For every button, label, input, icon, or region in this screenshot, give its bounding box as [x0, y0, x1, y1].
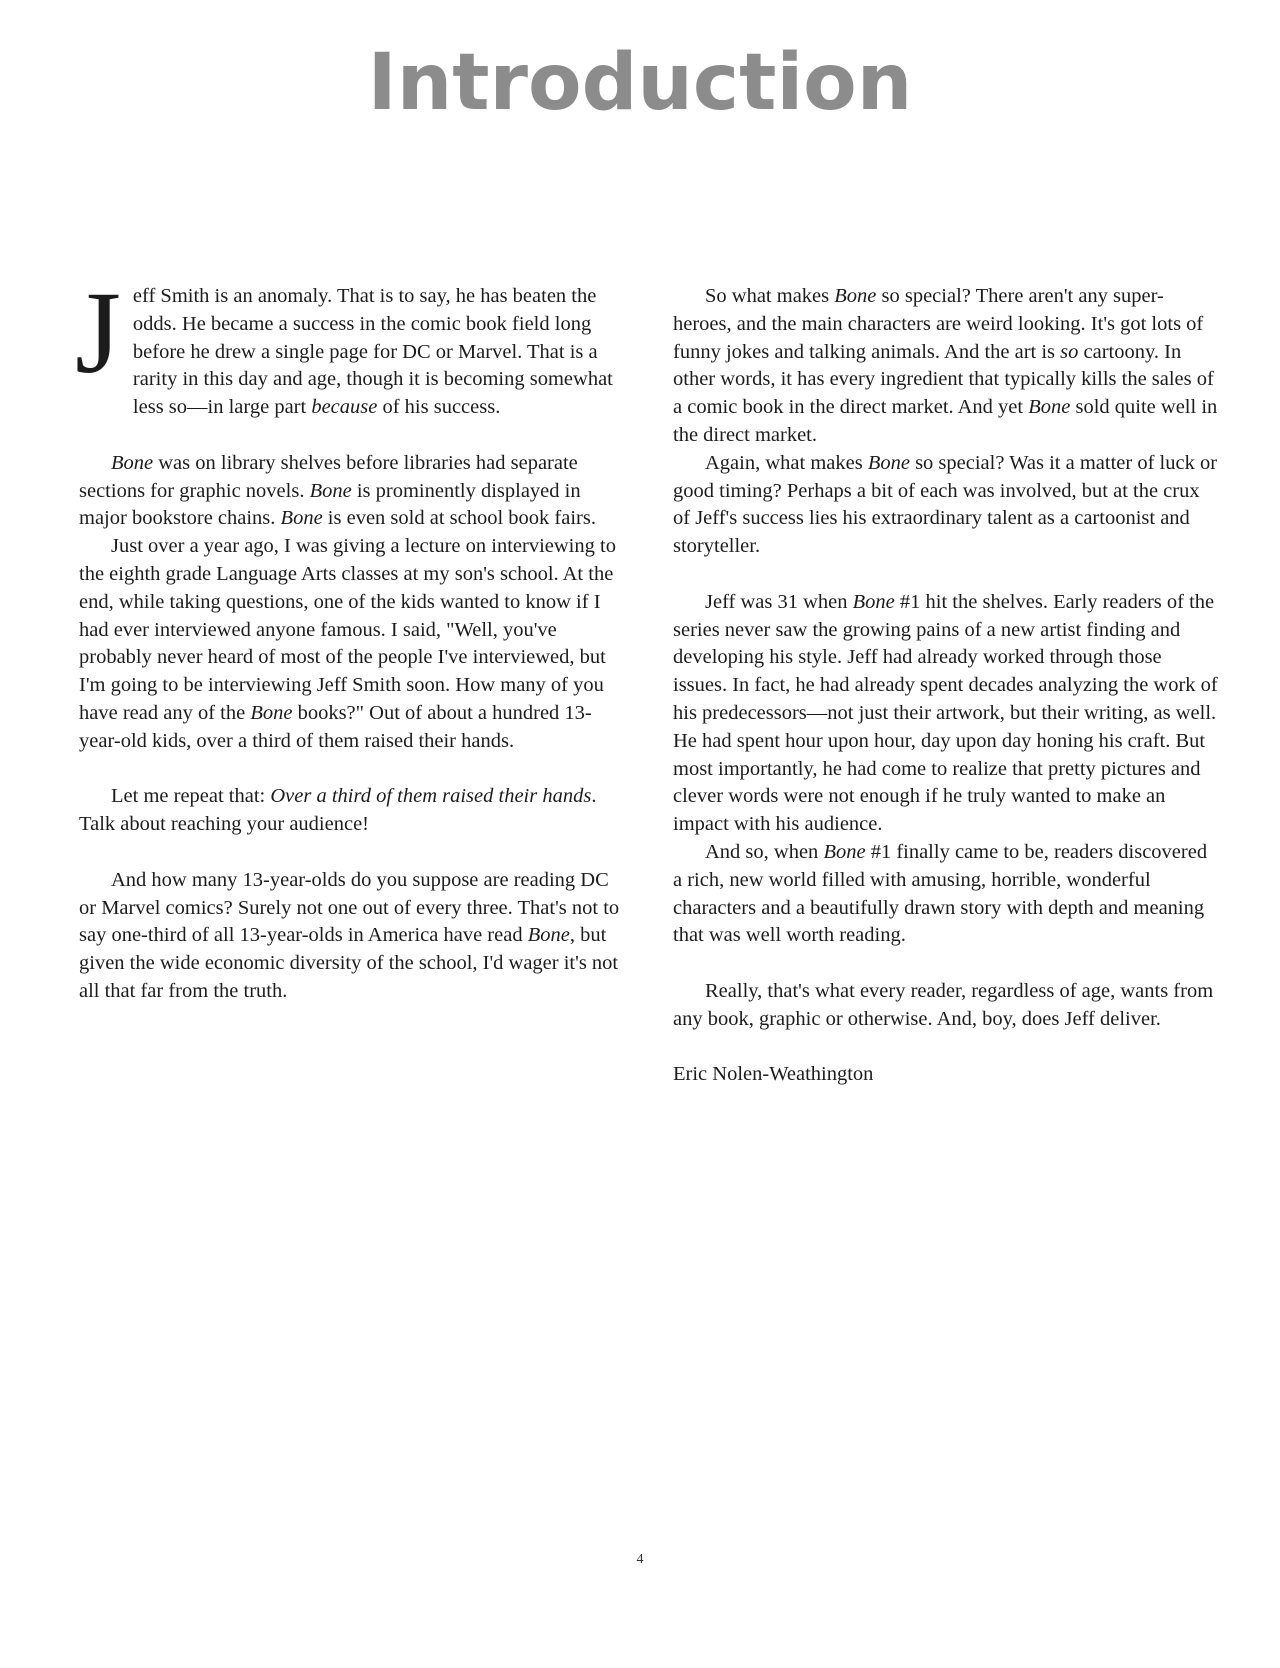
page-number: 4 — [636, 1552, 644, 1567]
left-column — [75, 267, 624, 1006]
paragraph: And how many 13-year-olds do you suppose are reading DC or Marvel comics? Surely not one out of every three. That's not to say one-third of all 13-year-olds in America have read Bone, but given the wide economic diversity of the school, I'd wager it's not all that far from the truth. — [79, 868, 620, 1002]
right-column — [673, 283, 1218, 1089]
paragraph: So what makes Bone so special? There aren't any super-heroes, and the main characters are weird looking. It's got lots of funny jokes and talking animals. And the art is so cartoony. In other words, it has every ingredient that typically kills the sales of a comic book in the direct market. And yet Bone sold quite well in the direct market. — [673, 285, 1218, 446]
paragraph: Jeff Smith is an anomaly. That is to say, he has beaten the odds. He became a success in the comic book field long before he drew a single page for DC or Marvel. That is a rarity in this day and age, though it is becoming somewhat less so—in large part because of his success. — [75, 267, 613, 419]
paragraph: Jeff was 31 when Bone #1 hit the shelves. Early readers of the series never saw the growing pains of a new artist finding and developing his style. Jeff had already worked through those issues. In fact, he had already spent decades analyzing the work of his predecessors—not just their artwork, but their writing, as well. He had spent hour upon hour, day upon day honing his craft. But most importantly, he had come to realize that pretty pictures and clever words were not enough if he truly wanted to make an impact with his audience. — [673, 590, 1218, 836]
paragraph: Just over a year ago, I was giving a lecture on interviewing to the eighth grade Language Arts classes at my son's school. At the end, while taking questions, one of the kids wanted to know if I had ever interviewed anyone famous. I said, "Well, you've probably never heard of most of the people I've interviewed, but I'm going to be interviewing Jeff Smith soon. How many of you have read any of the Bone books?" Out of about a hundred 13-year-old kids, over a third of them raised their hands. — [79, 535, 616, 752]
paragraph: Really, that's what every reader, regardless of age, wants from any book, graphic or otherwise. And, boy, does Jeff deliver. — [673, 979, 1214, 1030]
paragraph: Again, what makes Bone so special? Was it a matter of luck or good timing? Perhaps a bit of each was involved, but at the crux of Jeff's success lies his extraordinary talent as a cartoonist and storyteller. — [673, 451, 1218, 558]
author-signature: Eric Nolen-Weathington — [673, 1063, 874, 1086]
paragraph: And so, when Bone #1 finally came to be, readers discovered a rich, new world filled with amusing, horrible, wonderful characters and a beautifully drawn story with depth and meaning that was well worth reading. — [673, 840, 1208, 947]
paragraph: Let me repeat that: Over a third of them raised their hands. Talk about reaching your audience! — [79, 785, 597, 836]
page-title: Introduction — [367, 38, 913, 128]
paragraph: Bone was on library shelves before libraries had separate sections for graphic novels. Bone is prominently displayed in major bookstore chains. Bone is even sold at school book fairs. — [79, 451, 596, 530]
drop-cap: J — [75, 267, 121, 398]
